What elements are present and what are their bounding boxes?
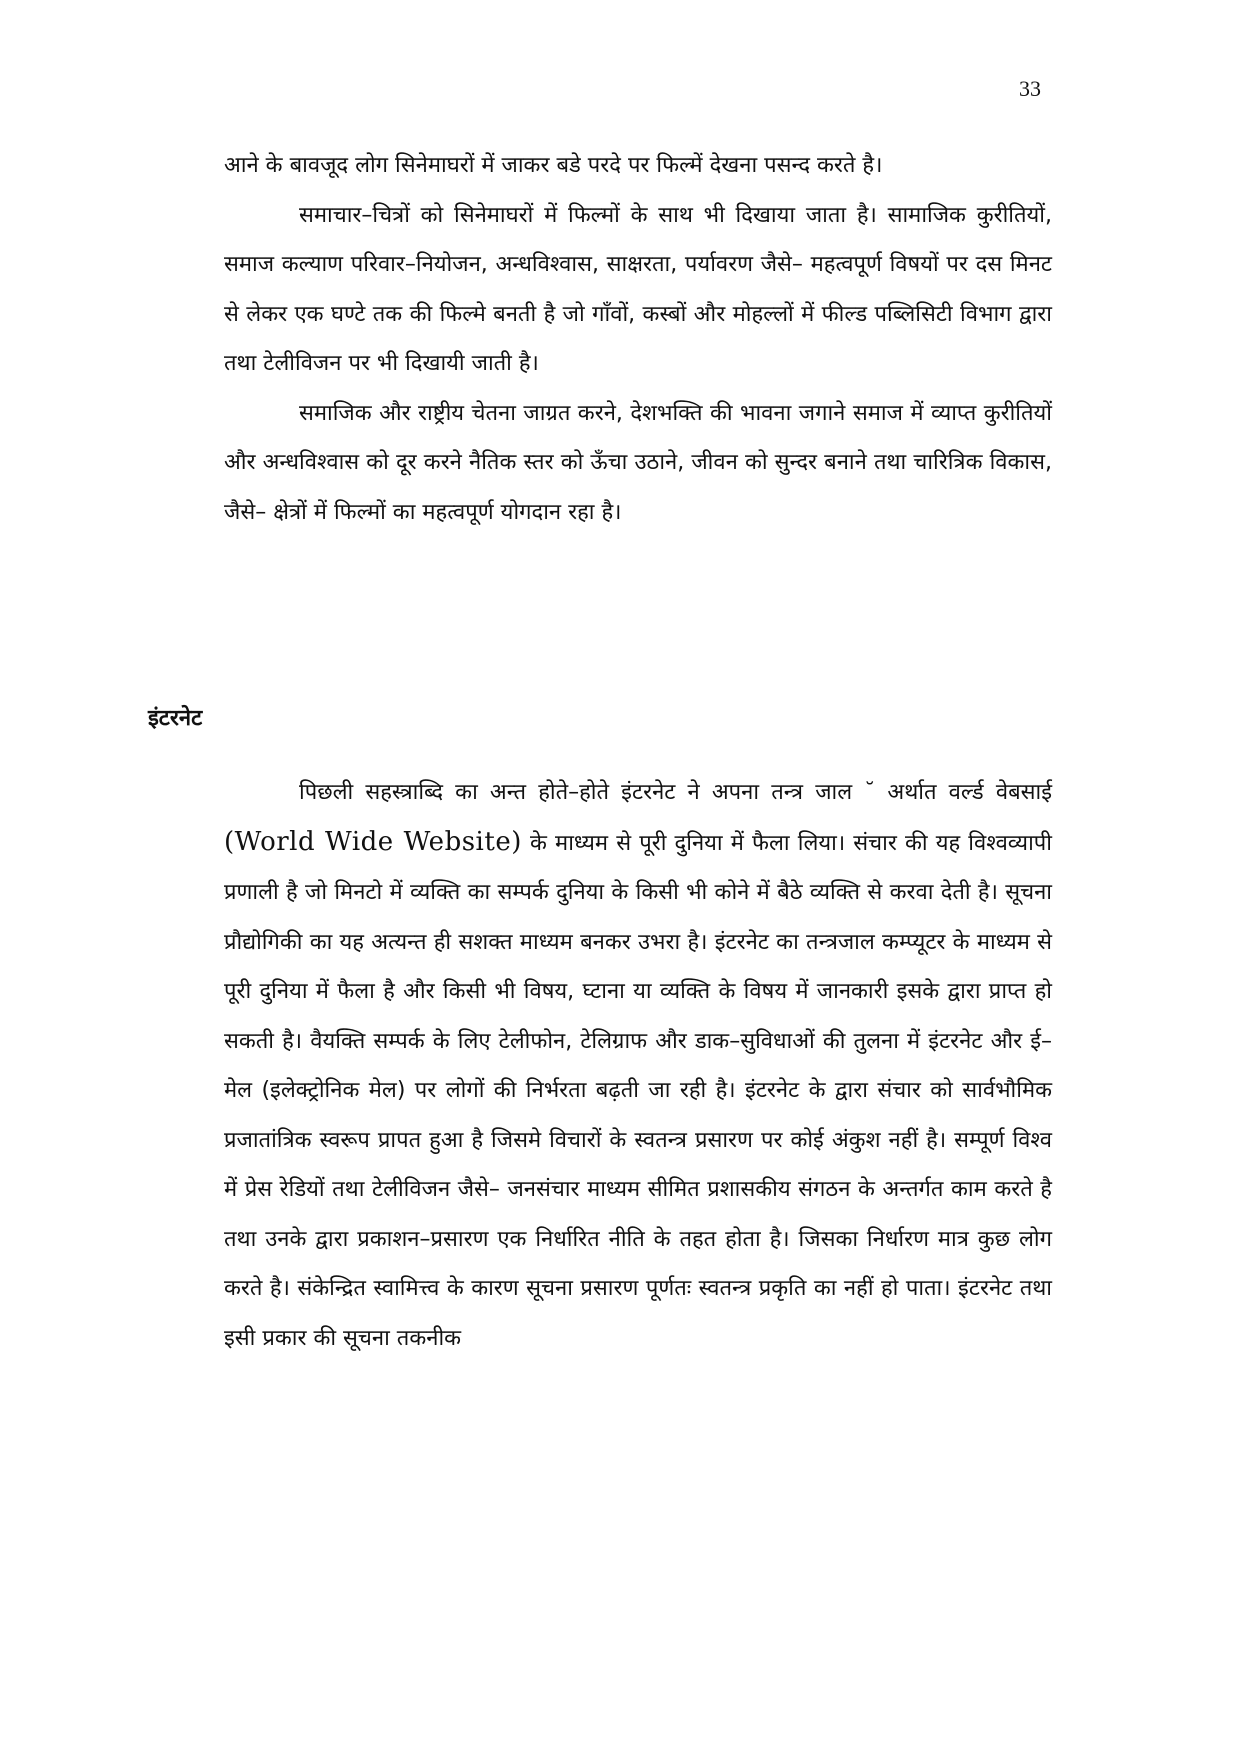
paragraph-newsreels: समाचार–चित्रों को सिनेमाघरों में फिल्मों के साथ भी दिखाया जाता है। सामाजिक कुरीतियों, समाज कल्याण परिवार–नियोजन, अन्धविश्वास, साक्षरता, पर्यावरण जैसे– महत्वपूर्ण विषयों पर दस मिनट से लेकर एक घण्टे तक की फिल्मे बनती है जो गाँवों, कस्बों और मोहल्लों में फील्ड पब्लिसिटी विभाग द्वारा तथा टेलीविजन पर भी दिखायी जाती है। — [224, 202, 1052, 376]
section-heading-internet: इंटरनेट — [148, 706, 203, 731]
top-text-section — [224, 141, 1052, 537]
internet-para-end: के माध्यम से पूरी दुनिया में फैला लिया। संचार की यह विश्वव्यापी प्रणाली है जो मिनटो में व्यक्ति का सम्पर्क दुनिया के किसी भी कोने में बैठे व्यक्ति से करवा देती है। सूचना प्रौद्योगिकी का यह अत्यन्त ही सशक्त माध्यम बनकर उभरा है। इंटरनेट का तन्त्रजाल कम्प्यूटर के माध्यम से पूरी दुनिया में फैला है और किसी भी विषय, घ्टाना या व्यक्ति के विषय में जानकारी इसके द्वारा प्राप्त हो सकती है। वैयक्ति सम्पर्क के लिए टेलीफोन, टेलिग्राफ और डाक–सुविधाओं की तुलना में इंटरनेट और ई–मेल (इलेक्ट्रोनिक मेल) पर लोगों की निर्भरता बढ़ती जा रही है। इंटरनेट के द्वारा संचार को सार्वभौमिक प्रजातांत्रिक स्वरूप प्रापत हुआ है जिसमे विचारों के स्वतन्त्र प्रसारण पर कोई अंकुश नहीं है। सम्पूर्ण विश्व में प्रेस रेडियों तथा टेलीविजन जैसे– जनसंचार माध्यम सीमित प्रशासकीय संगठन के अन्तर्गत काम करते है तथा उनके द्वारा प्रकाशन–प्रसारण एक निर्धारित नीति के तहत होता है। जिसका निर्धारण मात्र कुछ लोग करते है। संकेन्द्रित स्वामित्त्व के कारण सूचना प्रसारण पूर्णतः स्वतन्त्र प्रकृति का नहीं हो पाता। इंटरनेट तथा इसी प्रकार की सूचना तकनीक — [224, 830, 1052, 1351]
internet-para-start: पिछली सहस्त्राब्दि का अन्त होते–होते इंटरनेट ने अपना तन्त्र जाल ˘ अर्थात वर्ल्ड वेबसाई — [299, 780, 1052, 805]
paragraph-continuation: आने के बावजूद लोग सिनेमाघरों में जाकर बडे परदे पर फिल्में देखना पसन्द करते है। — [224, 153, 883, 178]
page-number: 33 — [1019, 76, 1041, 101]
paragraph-social-awareness: समाजिक और राष्ट्रीय चेतना जाग्रत करने, देशभक्ति की भावना जगाने समाज में व्याप्त कुरीतियों और अन्धविश्वास को दूर करने नैतिक स्तर को ऊँचा उठाने, जीवन को सुन्दर बनाने तथा चारित्रिक विकास, जैसे– क्षेत्रों में फिल्मों का महत्वपूर्ण योगदान रहा है। — [224, 400, 1052, 525]
paragraph-internet — [224, 768, 1052, 1363]
internet-text-section — [224, 768, 1052, 1363]
internet-para-latin: (World Wide Website) — [224, 826, 522, 857]
